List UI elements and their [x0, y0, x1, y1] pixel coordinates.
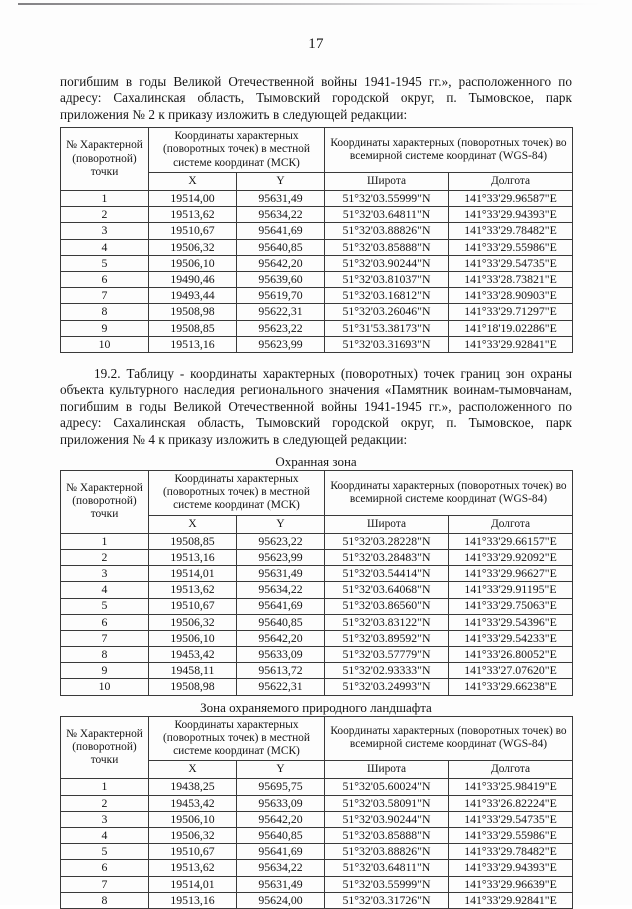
cell-latitude: 51°32'03.28228"N — [325, 533, 449, 549]
cell-point-number: 4 — [61, 582, 149, 598]
cell-latitude: 51°32'03.26046"N — [325, 304, 449, 320]
table-1-head — [61, 128, 573, 191]
cell-coord-y: 95642,20 — [237, 255, 325, 271]
cell-point-number: 8 — [61, 304, 149, 320]
cell-point-number: 5 — [61, 255, 149, 271]
cell-longitude: 141°33'25.98419"E — [449, 779, 573, 795]
cell-coord-x: 19513,62 — [149, 582, 237, 598]
table-3-title: Зона охраняемого природного ландшафта — [200, 699, 432, 715]
cell-latitude: 51°32'03.81037"N — [325, 271, 449, 287]
cell-coord-y: 95641,69 — [237, 223, 325, 239]
cell-latitude: 51°32'03.64068"N — [325, 582, 449, 598]
table-row — [61, 630, 573, 646]
cell-point-number: 3 — [61, 223, 149, 239]
cell-latitude: 51°32'03.85888"N — [325, 239, 449, 255]
coordinates-table-3 — [60, 716, 573, 909]
cell-latitude: 51°32'03.90244"N — [325, 255, 449, 271]
cell-latitude: 51°32'03.57779"N — [325, 647, 449, 663]
cell-coord-y: 95631,49 — [237, 191, 325, 207]
cell-coord-y: 95634,22 — [237, 582, 325, 598]
cell-coord-x: 19506,10 — [149, 255, 237, 271]
cell-longitude: 141°18'19.02286"E — [449, 320, 573, 336]
cell-point-number: 7 — [61, 876, 149, 892]
cell-coord-x: 19458,11 — [149, 663, 237, 679]
cell-longitude: 141°33'29.66238"E — [449, 679, 573, 695]
cell-coord-y: 95633,09 — [237, 795, 325, 811]
cell-coord-y: 95641,69 — [237, 844, 325, 860]
cell-latitude: 51°32'03.83122"N — [325, 614, 449, 630]
header-x: X — [149, 172, 237, 190]
header-msk: Координаты характерных (поворотных точек) в местной системе координат (МСК) — [149, 128, 325, 173]
cell-latitude: 51°32'03.64811"N — [325, 207, 449, 223]
cell-longitude: 141°33'29.96587"E — [449, 191, 573, 207]
cell-latitude: 51°32'03.85888"N — [325, 828, 449, 844]
cell-coord-x: 19506,10 — [149, 630, 237, 646]
header-y: Y — [237, 172, 325, 190]
cell-longitude: 141°33'29.66157"E — [449, 533, 573, 549]
cell-point-number: 1 — [61, 533, 149, 549]
header-longitude: Долгота — [449, 172, 573, 190]
cell-coord-y: 95634,22 — [237, 207, 325, 223]
coordinates-table-2 — [60, 470, 573, 696]
cell-coord-x: 19514,01 — [149, 876, 237, 892]
cell-coord-y: 95623,22 — [237, 533, 325, 549]
cell-longitude: 141°33'29.55986"E — [449, 828, 573, 844]
cell-longitude: 141°33'26.80052"E — [449, 647, 573, 663]
table-row — [61, 207, 573, 223]
cell-coord-y: 95639,60 — [237, 271, 325, 287]
header-point-number: № Характерной (поворотной) точки — [61, 716, 149, 779]
cell-latitude: 51°32'03.89592"N — [325, 630, 449, 646]
cell-point-number: 8 — [61, 892, 149, 908]
table-2-head — [61, 470, 573, 533]
cell-point-number: 4 — [61, 239, 149, 255]
table-row — [61, 860, 573, 876]
cell-coord-x: 19510,67 — [149, 223, 237, 239]
cell-coord-y: 95623,22 — [237, 320, 325, 336]
cell-coord-x: 19513,16 — [149, 892, 237, 908]
cell-point-number: 7 — [61, 630, 149, 646]
cell-point-number: 5 — [61, 598, 149, 614]
cell-latitude: 51°32'03.90244"N — [325, 811, 449, 827]
cell-coord-y: 95623,99 — [237, 336, 325, 352]
table-row — [61, 271, 573, 287]
header-msk: Координаты характерных (поворотных точек) в местной системе координат (МСК) — [149, 470, 325, 515]
cell-coord-x: 19510,67 — [149, 844, 237, 860]
cell-latitude: 51°32'03.16812"N — [325, 288, 449, 304]
cell-coord-y: 95613,72 — [237, 663, 325, 679]
cell-coord-y: 95624,00 — [237, 892, 325, 908]
cell-point-number: 9 — [61, 663, 149, 679]
cell-latitude: 51°32'03.55999"N — [325, 876, 449, 892]
cell-point-number: 8 — [61, 647, 149, 663]
cell-point-number: 3 — [61, 811, 149, 827]
header-point-number: № Характерной (поворотной) точки — [61, 470, 149, 533]
table-row — [61, 566, 573, 582]
header-x: X — [149, 515, 237, 533]
cell-coord-x: 19508,85 — [149, 533, 237, 549]
cell-longitude: 141°33'29.54233"E — [449, 630, 573, 646]
cell-coord-y: 95619,70 — [237, 288, 325, 304]
coordinates-table-1 — [60, 127, 573, 353]
cell-latitude: 51°32'03.86560"N — [325, 598, 449, 614]
cell-coord-x: 19490,46 — [149, 271, 237, 287]
cell-point-number: 9 — [61, 320, 149, 336]
header-point-number: № Характерной (поворотной) точки — [61, 128, 149, 191]
cell-longitude: 141°33'29.54396"E — [449, 614, 573, 630]
cell-coord-x: 19513,16 — [149, 549, 237, 565]
cell-coord-y: 95634,22 — [237, 860, 325, 876]
cell-latitude: 51°32'03.88826"N — [325, 223, 449, 239]
cell-coord-x: 19508,85 — [149, 320, 237, 336]
cell-coord-x: 19506,32 — [149, 614, 237, 630]
cell-point-number: 7 — [61, 288, 149, 304]
table-row — [61, 533, 573, 549]
table-row — [61, 223, 573, 239]
header-latitude: Широта — [325, 515, 449, 533]
cell-coord-y: 95633,09 — [237, 647, 325, 663]
cell-coord-x: 19438,25 — [149, 779, 237, 795]
cell-coord-x: 19513,16 — [149, 336, 237, 352]
cell-longitude: 141°33'27.07620"E — [449, 663, 573, 679]
cell-latitude: 51°32'03.31693"N — [325, 336, 449, 352]
table-row — [61, 647, 573, 663]
cell-coord-y: 95640,85 — [237, 614, 325, 630]
cell-point-number: 2 — [61, 207, 149, 223]
cell-coord-y: 95622,31 — [237, 679, 325, 695]
page-number: 17 — [308, 36, 324, 52]
table-2-title: Охранная зона — [275, 453, 357, 469]
table-row — [61, 304, 573, 320]
table-row — [61, 828, 573, 844]
header-latitude: Широта — [325, 761, 449, 779]
page-content — [60, 0, 572, 909]
table-row — [61, 614, 573, 630]
cell-longitude: 141°33'29.55986"E — [449, 239, 573, 255]
header-wgs: Координаты характерных (поворотных точек) во всемирной системе координат (WGS-84) — [325, 470, 573, 515]
cell-point-number: 1 — [61, 779, 149, 795]
cell-latitude: 51°32'03.31726"N — [325, 892, 449, 908]
table-2-body — [61, 533, 573, 695]
cell-longitude: 141°33'26.82224"E — [449, 795, 573, 811]
cell-longitude: 141°33'29.78482"E — [449, 223, 573, 239]
header-longitude: Долгота — [449, 761, 573, 779]
table-row — [61, 779, 573, 795]
cell-coord-x: 19514,00 — [149, 191, 237, 207]
cell-coord-x: 19514,01 — [149, 566, 237, 582]
table-row — [61, 255, 573, 271]
cell-point-number: 6 — [61, 860, 149, 876]
table-row — [61, 663, 573, 679]
cell-coord-x: 19453,42 — [149, 795, 237, 811]
cell-coord-y: 95631,49 — [237, 566, 325, 582]
cell-longitude: 141°33'29.94393"E — [449, 860, 573, 876]
table-row — [61, 598, 573, 614]
header-y: Y — [237, 515, 325, 533]
cell-longitude: 141°33'29.92092"E — [449, 549, 573, 565]
cell-point-number: 10 — [61, 679, 149, 695]
cell-coord-y: 95640,85 — [237, 828, 325, 844]
table-block-2 — [60, 454, 572, 696]
table-row — [61, 811, 573, 827]
cell-coord-y: 95642,20 — [237, 630, 325, 646]
table-3-head — [61, 716, 573, 779]
cell-longitude: 141°33'28.73821"E — [449, 271, 573, 287]
table-row — [61, 288, 573, 304]
cell-coord-x: 19506,32 — [149, 828, 237, 844]
table-row — [61, 336, 573, 352]
cell-coord-x: 19513,62 — [149, 860, 237, 876]
cell-point-number: 1 — [61, 191, 149, 207]
table-block-1 — [60, 127, 572, 353]
cell-longitude: 141°33'29.71297"E — [449, 304, 573, 320]
table-row — [61, 844, 573, 860]
table-1-body — [61, 191, 573, 353]
table-block-3 — [60, 700, 572, 909]
cell-longitude: 141°33'29.92841"E — [449, 336, 573, 352]
cell-latitude: 51°32'03.88826"N — [325, 844, 449, 860]
header-msk: Координаты характерных (поворотных точек) в местной системе координат (МСК) — [149, 716, 325, 761]
cell-latitude: 51°32'03.28483"N — [325, 549, 449, 565]
table-row — [61, 239, 573, 255]
cell-coord-x: 19513,62 — [149, 207, 237, 223]
cell-longitude: 141°33'29.91195"E — [449, 582, 573, 598]
table-row — [61, 582, 573, 598]
cell-point-number: 2 — [61, 549, 149, 565]
cell-coord-x: 19508,98 — [149, 679, 237, 695]
cell-point-number: 2 — [61, 795, 149, 811]
table-row — [61, 876, 573, 892]
header-y: Y — [237, 761, 325, 779]
table-row — [61, 191, 573, 207]
cell-longitude: 141°33'29.54735"E — [449, 255, 573, 271]
header-x: X — [149, 761, 237, 779]
cell-coord-x: 19508,98 — [149, 304, 237, 320]
cell-longitude: 141°33'29.54735"E — [449, 811, 573, 827]
paragraph-intro: погибшим в годы Великой Отечественной войны 1941-1945 гг.», расположенного по адресу: Сахалинская область, Тымовский городской округ, п. Тымовское, парк приложения № 2 к приказу изложить в следующей редакции: — [60, 74, 572, 122]
cell-latitude: 51°32'03.24993"N — [325, 679, 449, 695]
header-wgs: Координаты характерных (поворотных точек) во всемирной системе координат (WGS-84) — [325, 716, 573, 761]
cell-latitude: 51°32'03.58091"N — [325, 795, 449, 811]
cell-longitude: 141°33'29.78482"E — [449, 844, 573, 860]
header-wgs: Координаты характерных (поворотных точек) во всемирной системе координат (WGS-84) — [325, 128, 573, 173]
cell-point-number: 6 — [61, 271, 149, 287]
cell-point-number: 6 — [61, 614, 149, 630]
table-2-header-row-main — [61, 470, 573, 515]
cell-point-number: 10 — [61, 336, 149, 352]
header-longitude: Долгота — [449, 515, 573, 533]
cell-coord-y: 95695,75 — [237, 779, 325, 795]
cell-coord-x: 19510,67 — [149, 598, 237, 614]
cell-latitude: 51°32'03.54414"N — [325, 566, 449, 582]
table-row — [61, 892, 573, 908]
cell-coord-y: 95641,69 — [237, 598, 325, 614]
paragraph-clause-19-2 — [60, 366, 572, 448]
cell-coord-x: 19453,42 — [149, 647, 237, 663]
cell-longitude: 141°33'29.92841"E — [449, 892, 573, 908]
cell-longitude: 141°33'29.94393"E — [449, 207, 573, 223]
cell-coord-x: 19506,32 — [149, 239, 237, 255]
table-row — [61, 679, 573, 695]
header-latitude: Широта — [325, 172, 449, 190]
cell-point-number: 5 — [61, 844, 149, 860]
cell-coord-y: 95623,99 — [237, 549, 325, 565]
cell-latitude: 51°31'53.38173"N — [325, 320, 449, 336]
cell-latitude: 51°32'03.64811"N — [325, 860, 449, 876]
cell-coord-y: 95622,31 — [237, 304, 325, 320]
cell-coord-x: 19493,44 — [149, 288, 237, 304]
cell-longitude: 141°33'29.75063"E — [449, 598, 573, 614]
cell-latitude: 51°32'03.55999"N — [325, 191, 449, 207]
table-3-body — [61, 779, 573, 909]
cell-coord-x: 19506,10 — [149, 811, 237, 827]
table-row — [61, 549, 573, 565]
cell-point-number: 3 — [61, 566, 149, 582]
cell-coord-y: 95642,20 — [237, 811, 325, 827]
cell-longitude: 141°33'28.90903"E — [449, 288, 573, 304]
cell-coord-y: 95640,85 — [237, 239, 325, 255]
paragraph-clause-19-2-text: 19.2. Таблицу - координаты характерных (поворотных) точек границ зон охраны объекта культурного наследия регионального значения «Памятник воинам-тымовчанам, погибшим в годы Великой Отечественной войны 1941-1945 гг.», расположенного по адресу: Сахалинская область, Тымовский городской округ, п. Тымовское, парк приложения № 4 к приказу изложить в следующей редакции: — [60, 365, 572, 447]
cell-latitude: 51°32'02.93333"N — [325, 663, 449, 679]
cell-longitude: 141°33'29.96627"E — [449, 566, 573, 582]
cell-point-number: 4 — [61, 828, 149, 844]
table-row — [61, 320, 573, 336]
cell-coord-y: 95631,49 — [237, 876, 325, 892]
table-row — [61, 795, 573, 811]
cell-latitude: 51°32'05.60024"N — [325, 779, 449, 795]
table-1-header-row-main — [61, 128, 573, 173]
table-3-header-row-main — [61, 716, 573, 761]
cell-longitude: 141°33'29.96639"E — [449, 876, 573, 892]
